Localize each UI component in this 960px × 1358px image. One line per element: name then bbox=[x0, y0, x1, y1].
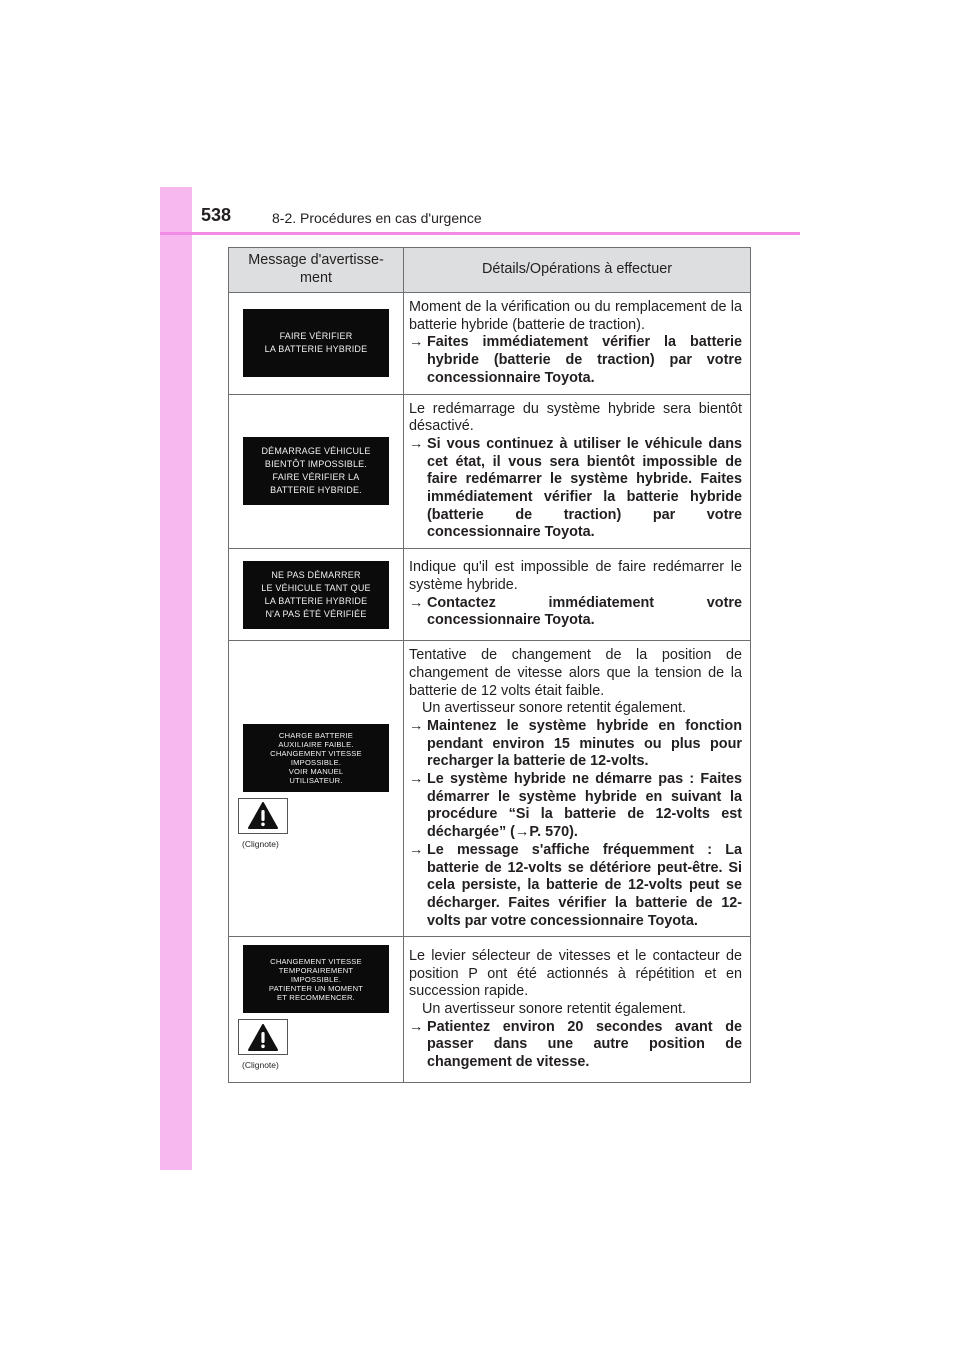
action-text: Si vous continuez à utiliser le véhicule dans cet état, il vous sera bientôt impossible de faire redémarrer le système hybride. Faites immédiatement vérifier la batterie hybride (batterie de traction) par votre concessionnaire Toyota. bbox=[427, 435, 742, 541]
message-cell bbox=[229, 293, 404, 395]
warning-indicator bbox=[238, 798, 403, 854]
column-header-details: Détails/Opérations à effectuer bbox=[404, 248, 751, 293]
warning-indicator bbox=[238, 1019, 403, 1075]
blink-label: (Clignote) bbox=[242, 838, 279, 849]
action-text: Faites immédiatement vérifier la batterie hybride (batterie de traction) par votre concessionnaire Toyota. bbox=[427, 334, 742, 386]
message-cell bbox=[229, 394, 404, 549]
table-row bbox=[229, 549, 751, 641]
action-item bbox=[409, 595, 742, 630]
message-cell bbox=[229, 641, 404, 937]
display-message: FAIRE VÉRIFIER LA BATTERIE HYBRIDE bbox=[243, 309, 389, 377]
display-message: CHARGE BATTERIE AUXILIAIRE FAIBLE. CHANGEMENT VITESSE IMPOSSIBLE. VOIR MANUEL UTILISATEUR. bbox=[243, 724, 389, 792]
arrow-icon: → bbox=[409, 334, 424, 351]
buzzer-note: Un avertisseur sonore retentit également. bbox=[422, 700, 686, 717]
action-item bbox=[409, 842, 742, 931]
action-text: Le système hybride ne démarre pas : Faites démarrer le système hybride en suivant la procédure “Si la batterie de 12-volts est déchargée” (→P. 570). bbox=[427, 771, 742, 841]
description: Le levier sélecteur de vitesses et le contacteur de position P ont été actionnés à répétition et en succession rapide. bbox=[409, 947, 742, 1000]
arrow-icon: → bbox=[409, 841, 424, 858]
action-text: Contactez immédiatement votre concessionnaire Toyota. bbox=[427, 594, 742, 629]
page-number: 538 bbox=[201, 205, 232, 225]
warning-table bbox=[228, 247, 751, 1083]
message-cell bbox=[229, 937, 404, 1083]
section-title: 8-2. Procédures en cas d'urgence bbox=[272, 210, 482, 226]
details-cell bbox=[404, 937, 751, 1083]
details-cell bbox=[404, 394, 751, 549]
buzzer-note: Un avertisseur sonore retentit également. bbox=[422, 1001, 686, 1018]
description: Tentative de changement de la position de changement de vitesse alors que la tension de la batterie de 12 volts était faible. bbox=[409, 647, 742, 699]
arrow-icon: → bbox=[409, 1018, 424, 1035]
details-cell bbox=[404, 293, 751, 395]
action-item bbox=[409, 718, 742, 771]
action-text: Maintenez le système hybride en fonction pendant environ 15 minutes ou plus pour recharger la batterie de 12-volts. bbox=[427, 717, 742, 770]
table-row bbox=[229, 293, 751, 395]
arrow-icon: → bbox=[409, 435, 424, 452]
warning-triangle-icon bbox=[238, 1019, 288, 1055]
description: Le redémarrage du système hybride sera bientôt désactivé. bbox=[409, 400, 742, 435]
warning-triangle-icon bbox=[238, 798, 288, 834]
chapter-tab bbox=[160, 187, 192, 1170]
table-row bbox=[229, 937, 751, 1083]
details-cell bbox=[404, 641, 751, 937]
blink-label: (Clignote) bbox=[242, 1060, 279, 1071]
action-item bbox=[409, 1019, 742, 1072]
table-row bbox=[229, 641, 751, 937]
column-header-message: Message d'avertisse-ment bbox=[229, 248, 404, 293]
arrow-icon: → bbox=[409, 594, 424, 611]
action-text: Patientez environ 20 secondes avant de passer dans une autre position de changement de vitesse. bbox=[427, 1018, 742, 1071]
message-cell bbox=[229, 549, 404, 641]
header-rule bbox=[160, 232, 800, 235]
table-row bbox=[229, 394, 751, 549]
display-message: DÉMARRAGE VÉHICULE BIENTÔT IMPOSSIBLE. FAIRE VÉRIFIER LA BATTERIE HYBRIDE. bbox=[243, 437, 389, 505]
action-item bbox=[409, 771, 742, 842]
arrow-icon: → bbox=[409, 771, 424, 788]
details-cell bbox=[404, 549, 751, 641]
description: Moment de la vérification ou du remplacement de la batterie hybride (batterie de traction). bbox=[409, 299, 742, 333]
display-message: NE PAS DÉMARRER LE VÉHICULE TANT QUE LA BATTERIE HYBRIDE N'A PAS ÉTÉ VÉRIFIÉE bbox=[243, 561, 389, 629]
action-text: Le message s'affiche fréquemment : La batterie de 12-volts se détériore peut-être. Si cela persiste, la batterie de 12-volts peut se décharger. Faites vérifier la batterie de 12-volts par votre concessionnaire Toyota. bbox=[427, 841, 742, 929]
arrow-icon: → bbox=[409, 717, 424, 734]
display-message: CHANGEMENT VITESSE TEMPORAIREMENT IMPOSSIBLE. PATIENTER UN MOMENT ET RECOMMENCER. bbox=[243, 945, 389, 1013]
description: Indique qu'il est impossible de faire redémarrer le système hybride. bbox=[409, 559, 742, 593]
action-item bbox=[409, 334, 742, 387]
action-item bbox=[409, 436, 742, 542]
